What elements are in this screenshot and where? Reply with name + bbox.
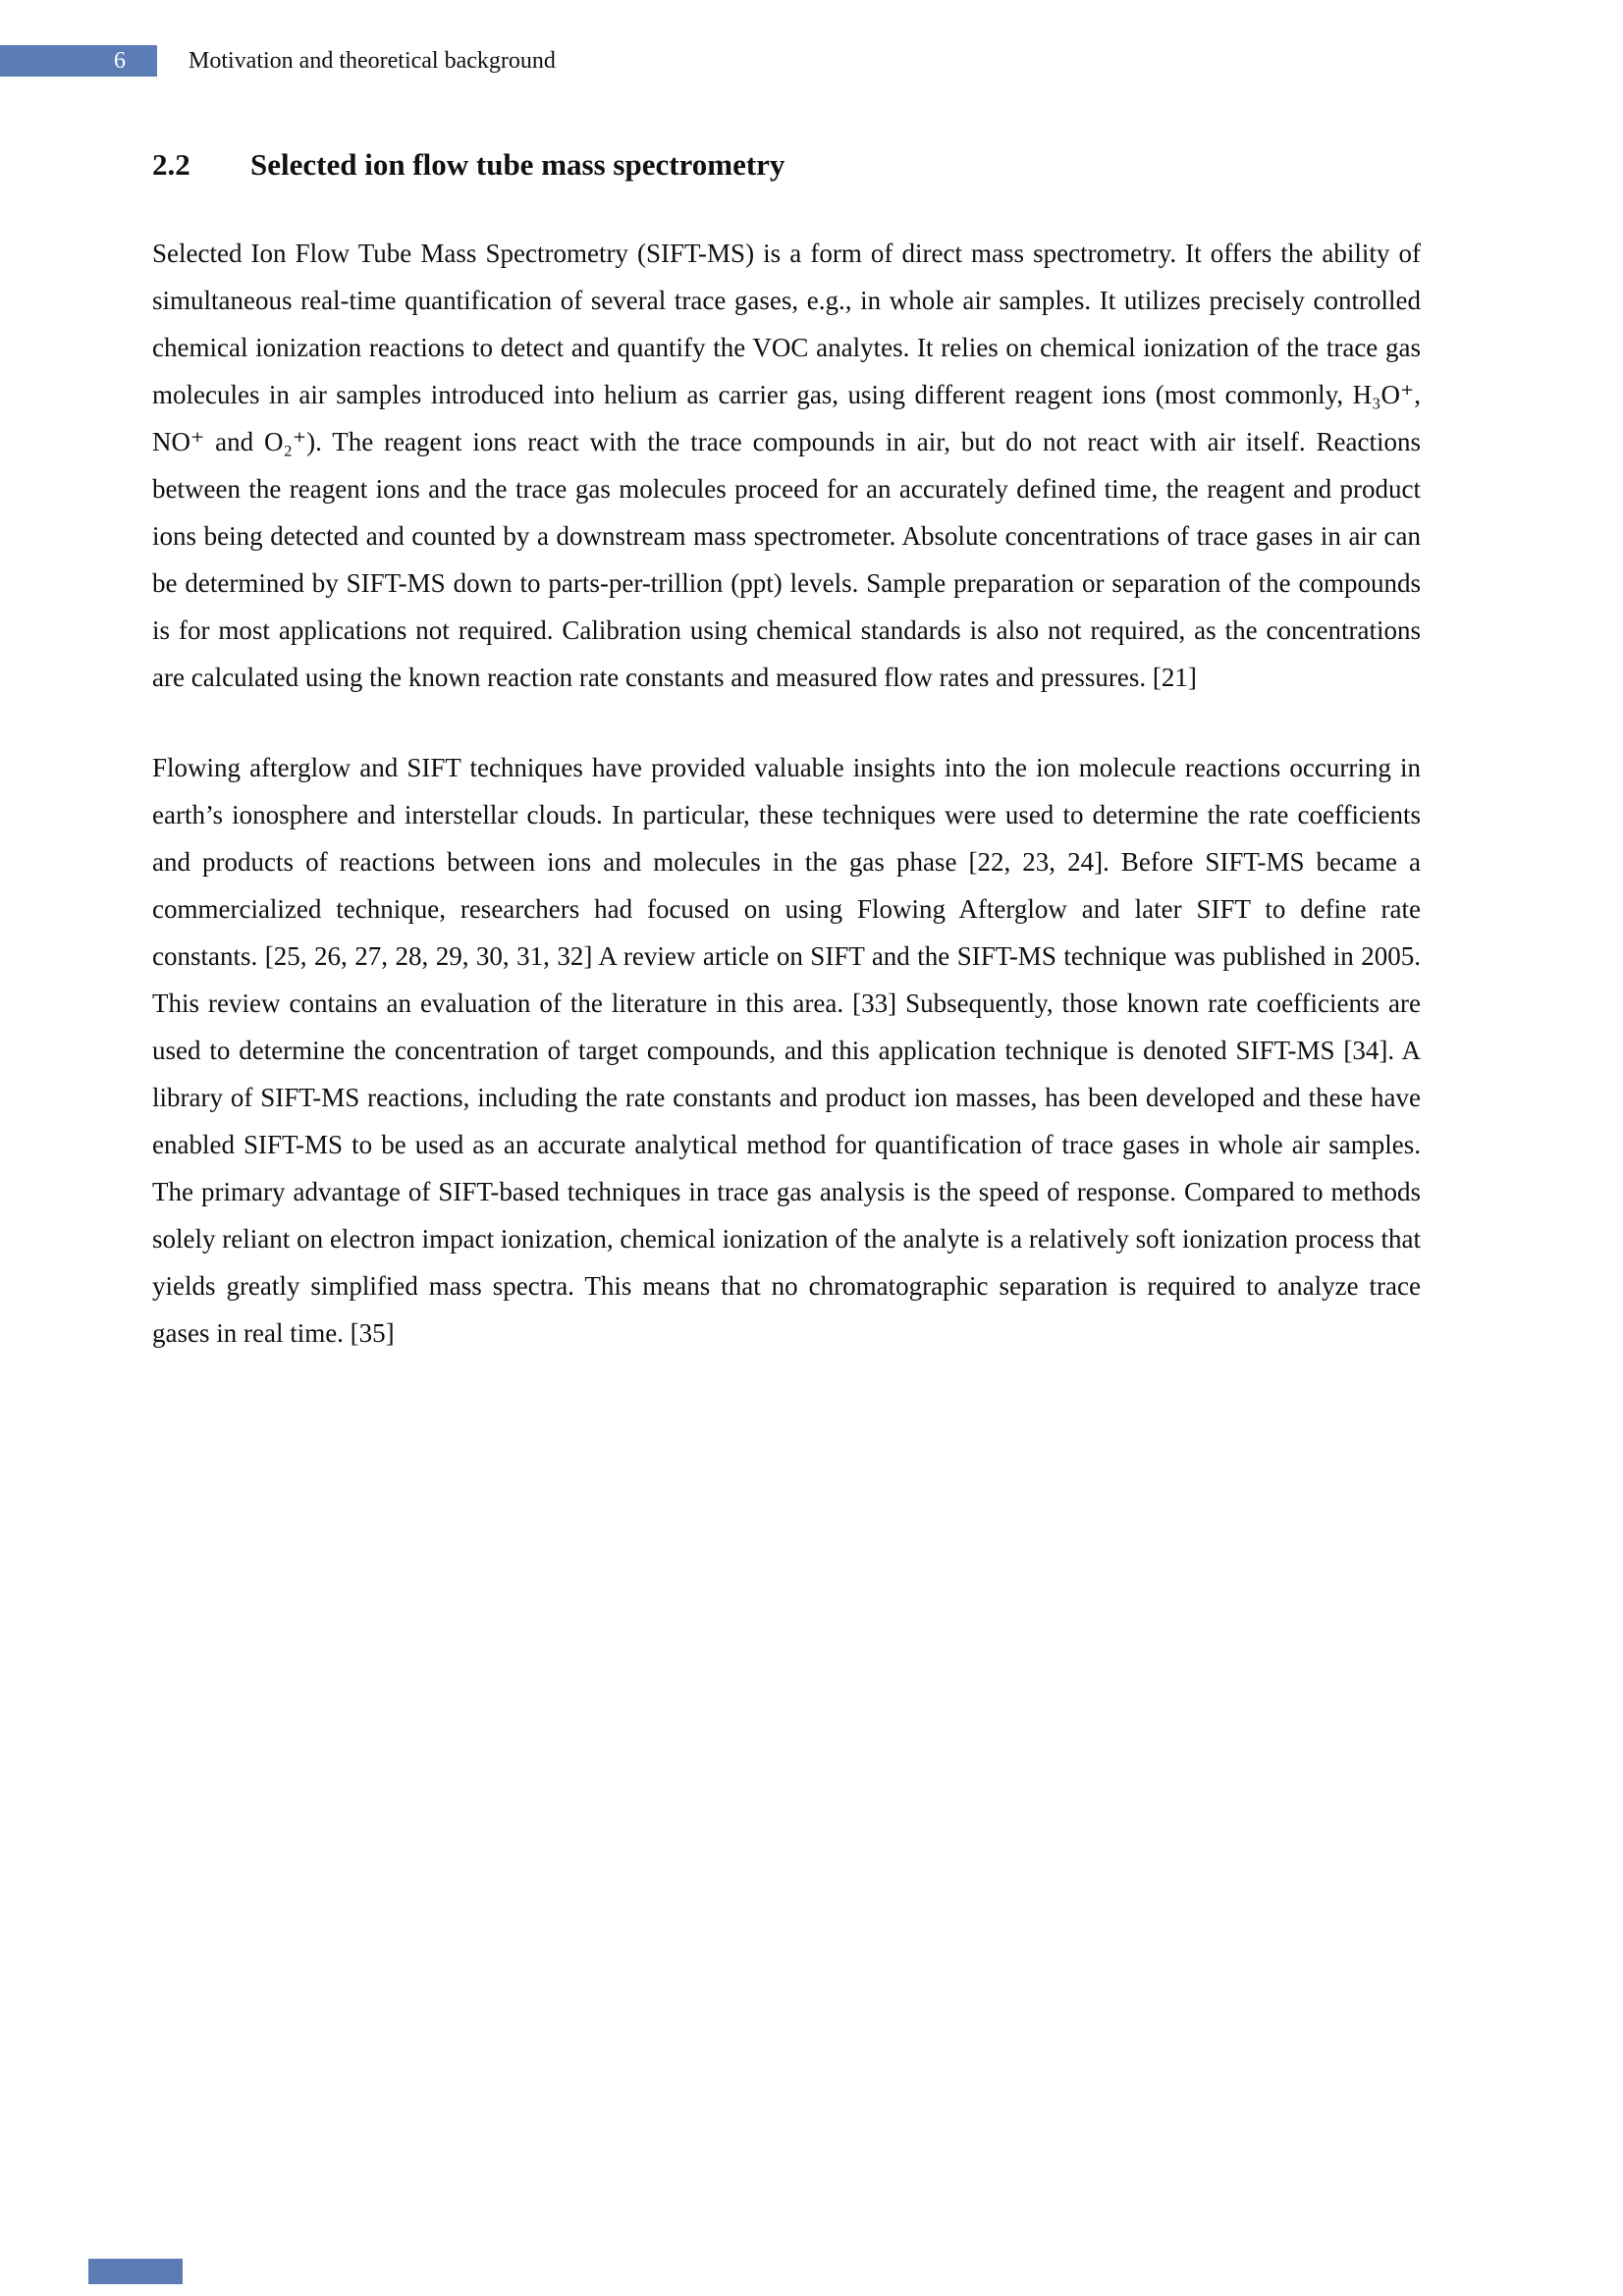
running-header — [0, 45, 1623, 77]
page-number-badge — [0, 45, 157, 77]
page-number: 6 — [114, 47, 126, 74]
paragraph-sift-ms-overview: Selected Ion Flow Tube Mass Spectrometry (SIFT-MS) is a form of direct mass spectrometry. It offers the ability of simultaneous real-time quantification of several trace gases, e.g., in whole air samples. It utilizes precisely controlled chemical ionization reactions to detect and quantify the VOC analytes. It relies on chemical ionization of the trace gas molecules in air samples introduced into helium as carrier gas, using different reagent ions (most commonly, H₃O⁺, NO⁺ and O₂⁺). The reagent ions react with the trace compounds in air, but do not react with air itself. Reactions between the reagent ions and the trace gas molecules proceed for an accurately defined time, the reagent and product ions being detected and counted by a downstream mass spectrometer. Absolute concentrations of trace gases in air can be determined by SIFT-MS down to parts-per-trillion (ppt) levels. Sample preparation or separation of the compounds is for most applications not required. Calibration using chemical standards is also not required, as the concentrations are calculated using the known reaction rate constants and measured flow rates and pressures. [21] — [152, 239, 1421, 692]
footer-accent-bar — [88, 2259, 183, 2284]
chapter-title: Motivation and theoretical background — [189, 47, 556, 74]
section-title: Selected ion flow tube mass spectrometry — [250, 147, 785, 182]
page-content — [152, 147, 1421, 1400]
section-number: 2.2 — [152, 147, 190, 182]
section-heading — [152, 147, 1421, 183]
paragraph-sift-history: Flowing afterglow and SIFT techniques have provided valuable insights into the ion molecule reactions occurring in earth’s ionosphere and interstellar clouds. In particular, these techniques were used to determine the rate coefficients and products of reactions between ions and molecules in the gas phase [22, 23, 24]. Before SIFT-MS became a commercialized technique, researchers had focused on using Flowing Afterglow and later SIFT to define rate constants. [25, 26, 27, 28, 29, 30, 31, 32] A review article on SIFT and the SIFT-MS technique was published in 2005. This review contains an evaluation of the literature in this area. [33] Subsequently, those known rate coefficients are used to determine the concentration of target compounds, and this application technique is denoted SIFT-MS [34]. A library of SIFT-MS reactions, including the rate constants and product ion masses, has been developed and these have enabled SIFT-MS to be used as an accurate analytical method for quantification of trace gases in whole air samples. The primary advantage of SIFT-based techniques in trace gas analysis is the speed of response. Compared to methods solely reliant on electron impact ionization, chemical ionization of the analyte is a relatively soft ionization process that yields greatly simplified mass spectra. This means that no chromatographic separation is required to analyze trace gases in real time. [35] — [152, 753, 1421, 1348]
